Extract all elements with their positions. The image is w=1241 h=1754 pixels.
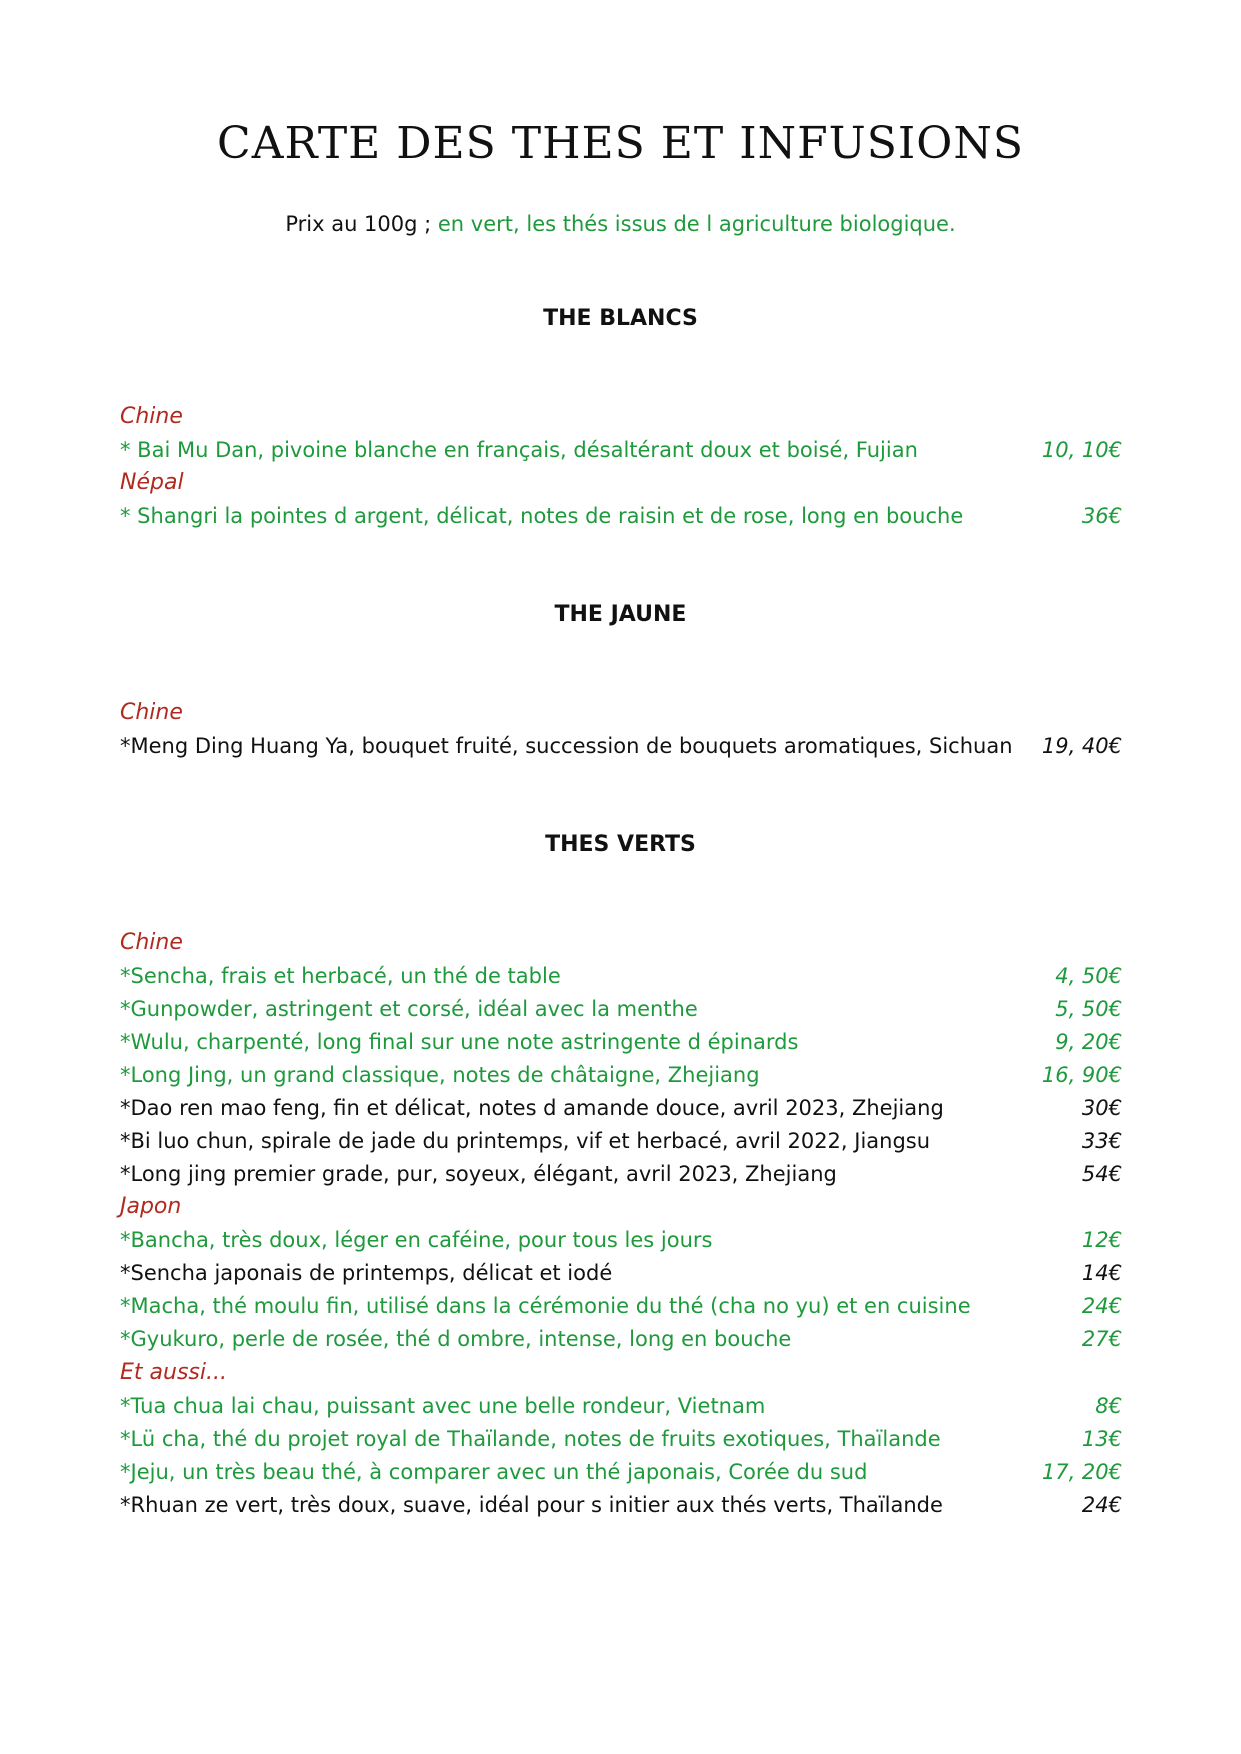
item-price: 4, 50€ [1055,964,1122,988]
item-description: *Sencha japonais de printemps, délicat et iodé [120,1261,613,1285]
menu-item [120,1030,1122,1060]
region-japon: Japon [120,1194,182,1219]
item-price: 9, 20€ [1055,1030,1122,1054]
item-price: 10, 10€ [1041,438,1122,462]
region-chine: Chine [120,700,183,725]
menu-item [120,997,1122,1027]
item-description: * Shangri la pointes d argent, délicat, notes de raisin et de rose, long en bouche [120,504,964,528]
region-chine: Chine [120,930,183,955]
item-price: 54€ [1081,1162,1122,1186]
item-description: *Wulu, charpenté, long final sur une note astringente d épinards [120,1030,799,1054]
item-description: *Bi luo chun, spirale de jade du printemps, vif et herbacé, avril 2022, Jiangsu [120,1129,931,1153]
section-heading-jaune: THE JAUNE [554,602,687,627]
item-description: *Long Jing, un grand classique, notes de châtaigne, Zhejiang [120,1063,760,1087]
menu-item [120,1394,1122,1424]
menu-item [120,1460,1122,1490]
item-description: *Jeju, un très beau thé, à comparer avec un thé japonais, Corée du sud [120,1460,868,1484]
menu-item [120,438,1122,468]
region-et-aussi: Et aussi... [120,1360,227,1385]
item-price: 27€ [1081,1327,1122,1351]
price-note: Prix au 100g ; [285,212,438,236]
section-heading-blancs: THE BLANCS [543,306,698,331]
bio-note: en vert, les thés issus de l agriculture biologique. [437,212,956,236]
menu-item [120,1228,1122,1258]
item-price: 24€ [1081,1294,1122,1318]
item-description: *Tua chua lai chau, puissant avec une belle rondeur, Vietnam [120,1394,766,1418]
item-price: 13€ [1081,1427,1122,1451]
subtitle [0,212,1241,236]
item-price: 12€ [1081,1228,1122,1252]
item-price: 24€ [1081,1493,1122,1517]
item-price: 30€ [1081,1096,1122,1120]
item-description: *Meng Ding Huang Ya, bouquet fruité, succession de bouquets aromatiques, Sichuan [120,734,1013,758]
menu-item [120,734,1122,764]
item-price: 17, 20€ [1041,1460,1122,1484]
item-description: *Macha, thé moulu fin, utilisé dans la cérémonie du thé (cha no yu) et en cuisine [120,1294,971,1318]
item-price: 33€ [1081,1129,1122,1153]
page-title: CARTE DES THES ET INFUSIONS [217,118,1024,169]
item-description: *Long jing premier grade, pur, soyeux, élégant, avril 2023, Zhejiang [120,1162,837,1186]
item-description: *Gunpowder, astringent et corsé, idéal avec la menthe [120,997,698,1021]
menu-item [120,1327,1122,1357]
item-price: 16, 90€ [1041,1063,1122,1087]
item-description: * Bai Mu Dan, pivoine blanche en français, désaltérant doux et boisé, Fujian [120,438,918,462]
item-description: *Lü cha, thé du projet royal de Thaïlande, notes de fruits exotiques, Thaïlande [120,1427,941,1451]
menu-item [120,964,1122,994]
item-price: 8€ [1095,1394,1122,1418]
menu-item [120,1294,1122,1324]
region-nepal: Népal [120,470,184,495]
item-price: 14€ [1081,1261,1122,1285]
item-description: *Bancha, très doux, léger en caféine, pour tous les jours [120,1228,713,1252]
menu-item [120,1129,1122,1159]
region-chine: Chine [120,404,183,429]
item-description: *Rhuan ze vert, très doux, suave, idéal pour s initier aux thés verts, Thaïlande [120,1493,943,1517]
menu-item [120,1427,1122,1457]
item-price: 19, 40€ [1041,734,1122,758]
menu-item [120,1063,1122,1093]
menu-item [120,1493,1122,1523]
item-price: 5, 50€ [1055,997,1122,1021]
menu-item [120,1261,1122,1291]
item-price: 36€ [1081,504,1122,528]
menu-item [120,1096,1122,1126]
section-heading-verts: THES VERTS [545,832,696,857]
menu-item [120,504,1122,534]
item-description: *Sencha, frais et herbacé, un thé de table [120,964,561,988]
menu-item [120,1162,1122,1192]
item-description: *Dao ren mao feng, fin et délicat, notes d amande douce, avril 2023, Zhejiang [120,1096,944,1120]
item-description: *Gyukuro, perle de rosée, thé d ombre, intense, long en bouche [120,1327,792,1351]
